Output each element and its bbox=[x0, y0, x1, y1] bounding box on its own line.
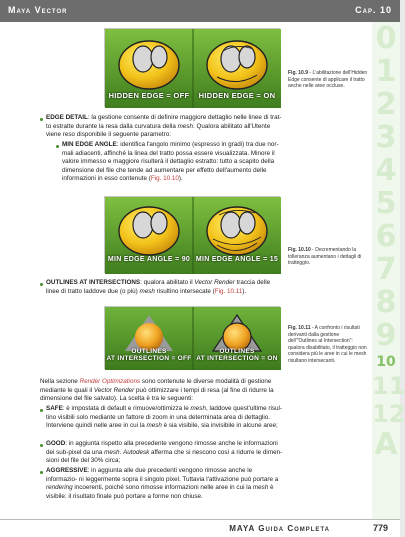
term-good: GOOD bbox=[46, 440, 66, 447]
header-chapter: Cap. 10 bbox=[355, 5, 392, 15]
bullet bbox=[40, 283, 43, 286]
paragraph-text: ). bbox=[178, 175, 183, 183]
chapter-digit: A bbox=[374, 427, 398, 462]
chapter-digit: 2 bbox=[375, 87, 397, 122]
italic-term: mesh bbox=[104, 448, 120, 456]
chapter-digit: 1 bbox=[375, 54, 397, 89]
figure-10-10 bbox=[104, 196, 280, 273]
chapter-digit: 4 bbox=[375, 153, 397, 188]
figure-label-left bbox=[105, 348, 193, 362]
paragraph-text: , laddove quest'ultime risul- tino visibili solo mediante un fattore di zoom in una determinata area di dettaglio. Interviene quindi nelle aree in cui la bbox=[46, 405, 283, 430]
paragraph-text: : identifica l'angolo minimo (espresso in gradi) tra due nor- mali adiacenti, affinché la linea del tratto possa essere visualizzata. Minore il valore immesso e maggiore risulterà il dettaglio estratto: tutto a scapito della dimensione del file che tende ad aumentare per effetto dell'aumento delle informazioni in esso contenute ( bbox=[62, 141, 279, 183]
aggressive-paragraph bbox=[46, 467, 284, 501]
figure-label-right: MIN EDGE ANGLE = 15 bbox=[195, 256, 279, 263]
italic-term: Vector Render bbox=[93, 386, 135, 394]
italic-term: Vector Render bbox=[194, 279, 235, 286]
page-header bbox=[0, 0, 400, 22]
paragraph-text: afferma che si riescono così a ridurre le dimen- sioni del file del 30% circa; bbox=[46, 448, 283, 465]
edge-detail-paragraph bbox=[46, 114, 282, 140]
caption-10-11 bbox=[288, 325, 368, 364]
chapter-digit: 6 bbox=[375, 219, 397, 254]
chapter-strip bbox=[372, 21, 405, 519]
paragraph-text: . Qualora abilitato all'Utente viene reso disponibile il seguente parametro: bbox=[46, 122, 271, 139]
figure-10-11 bbox=[104, 306, 280, 369]
figure-10-9 bbox=[104, 28, 280, 107]
bullet bbox=[40, 444, 43, 447]
paragraph-text: : qualora abilitato il bbox=[140, 279, 195, 286]
paragraph-text: è visibile: il risultato finale può portare a forme non chiuse. bbox=[46, 484, 274, 500]
paragraph-text: risultino intersecate ( bbox=[154, 287, 215, 295]
page-number: 779 bbox=[372, 523, 388, 533]
italic-term: mesh bbox=[177, 122, 194, 130]
bullet bbox=[40, 471, 43, 474]
caption-label: Fig. 10.9 bbox=[288, 70, 309, 76]
good-paragraph bbox=[46, 440, 284, 466]
bullet bbox=[40, 409, 43, 412]
footer-title: MAYA Guida Completa bbox=[229, 524, 330, 533]
figure-label-line: AT INTERSECTION = OFF bbox=[106, 355, 192, 362]
italic-term: Autodesk bbox=[123, 448, 150, 456]
italic-term: mesh bbox=[252, 484, 269, 492]
paragraph-text: : in aggiunta alle due precedenti vengono rimosse anche le informazio- ni leggermente sopra il singolo pixel. Tuttavia l'attivazione può portare a bbox=[46, 467, 279, 483]
term-safe: SAFE bbox=[46, 405, 63, 412]
figure-label-line: OUTLINES bbox=[219, 348, 255, 355]
chapter-digit-current: 10 bbox=[376, 354, 396, 370]
paragraph-text: . bbox=[119, 448, 124, 456]
caption-10-9 bbox=[288, 70, 368, 90]
chapter-digit: 8 bbox=[375, 285, 397, 320]
figure-reference[interactable]: Fig. 10.11 bbox=[214, 287, 243, 295]
term-outlines-at-intersections: OUTLINES AT INTERSECTIONS bbox=[46, 279, 141, 286]
chapter-digit: 5 bbox=[375, 186, 397, 221]
chapter-digit: 0 bbox=[375, 21, 397, 56]
caption-label: Fig. 10.10 bbox=[288, 247, 311, 253]
chapter-digit: 7 bbox=[375, 252, 397, 287]
paragraph-text: : è impostata di default e rimuove/ottimizza le bbox=[62, 405, 191, 412]
chapter-digit: 11 bbox=[372, 372, 405, 400]
bullet bbox=[56, 145, 59, 148]
figure-label-line: AT INTERSECTION = ON bbox=[196, 355, 278, 362]
paragraph-text: traccia delle linee di tratto laddove due (o più) bbox=[46, 279, 271, 295]
paragraph-text: sono contenute le diverse modalità di gestione mediante le quali il bbox=[40, 378, 272, 394]
caption-text: - Decrementando la tolleranza aumentano i dettagli di tratteggio. bbox=[288, 247, 362, 266]
paragraph-text: : in aggiunta rispetto alla precedente vengono rimosse anche le informazioni dei sub-pixel da una bbox=[46, 440, 278, 456]
chapter-digit: 9 bbox=[375, 318, 397, 353]
chapter-digit: 12 bbox=[372, 400, 405, 428]
term-edge-detail: EDGE DETAIL bbox=[46, 114, 88, 121]
figure-label-left: MIN EDGE ANGLE = 90 bbox=[107, 256, 191, 263]
outlines-paragraph bbox=[46, 279, 282, 296]
term-min-edge-angle: MIN EDGE ANGLE bbox=[62, 141, 117, 148]
italic-term: rendering bbox=[46, 484, 73, 492]
figure-label-right bbox=[193, 348, 281, 362]
figure-label-right: HIDDEN EDGE = ON bbox=[198, 91, 276, 100]
paragraph-text: ). bbox=[242, 287, 247, 295]
page-footer bbox=[0, 519, 400, 537]
paragraph-text: può ottimizzare i tempi di resa (al fine di ridurre la dimensione del file salvato). La scelta è tra le seguenti: bbox=[40, 386, 274, 403]
term-aggressive: AGGRESSIVE bbox=[46, 467, 88, 474]
italic-term: Render Optimizations bbox=[79, 378, 141, 385]
paragraph-text: incoerenti, poiché sono rimosse informazioni nelle aree in cui la bbox=[72, 484, 253, 492]
header-title: Maya Vector bbox=[8, 5, 68, 15]
caption-text: - A confronto i risultati derivanti dalla gestione dell'"Outlines at Intersection": qualora disabilitato, il tratteggio non considera più le aree in cui le mesh risultano intersecanti. bbox=[288, 325, 367, 364]
italic-term: mesh bbox=[190, 405, 206, 412]
figure-label-line: OUTLINES bbox=[131, 348, 167, 355]
italic-term: mesh bbox=[146, 422, 162, 430]
paragraph-text: è sia visibile, sia invisibile in alcune aree; bbox=[161, 422, 278, 430]
figure-label-left: HIDDEN EDGE = OFF bbox=[108, 91, 190, 100]
bullet bbox=[40, 118, 43, 121]
paragraph-text: : la gestione consente di definire maggiore dettaglio nelle linee di trat- to estratte durante la resa dalla curvatura della bbox=[46, 114, 282, 130]
paragraph-text: Nella sezione bbox=[40, 378, 80, 385]
caption-10-10 bbox=[288, 247, 368, 267]
render-optimizations-intro bbox=[40, 378, 284, 404]
caption-text: - L'abilitazione dell'Hidden Edge consente di applicare il tratto anche nelle aree occluse. bbox=[288, 70, 368, 89]
min-edge-angle-paragraph bbox=[62, 141, 282, 184]
figure-reference[interactable]: Fig. 10.10 bbox=[150, 175, 179, 183]
safe-paragraph bbox=[46, 405, 284, 431]
chapter-digit: 3 bbox=[375, 120, 397, 155]
caption-label: Fig. 10.11 bbox=[288, 325, 311, 331]
italic-term: mesh bbox=[139, 287, 155, 295]
